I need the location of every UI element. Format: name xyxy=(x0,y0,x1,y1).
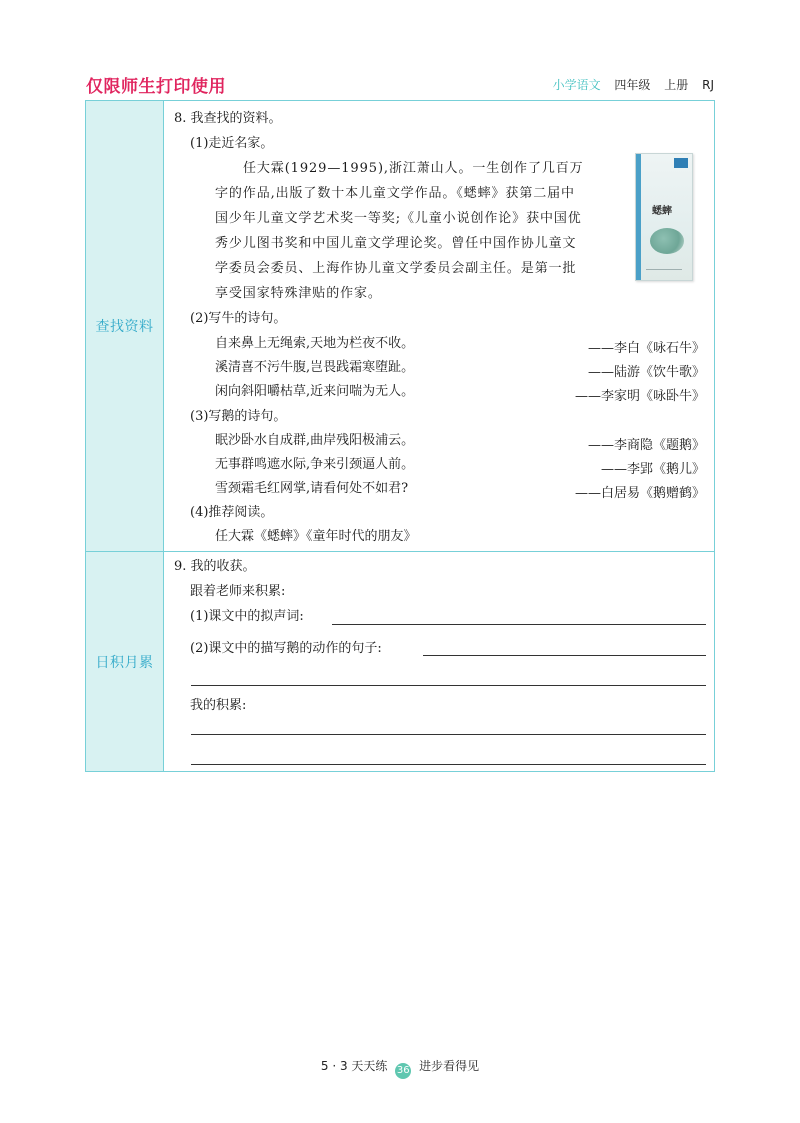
sub-title-goose-poems: (3)写鹅的诗句。 xyxy=(190,409,287,424)
onomatopoeia-label: (1)课文中的拟声词: xyxy=(190,609,304,624)
course-info xyxy=(553,76,714,93)
poem-source: ——李家明《咏卧牛》 xyxy=(574,389,705,404)
page-footer xyxy=(0,1057,800,1079)
poem-source: ——陆游《饮牛歌》 xyxy=(587,365,705,380)
footer-slogan: 进步看得见 xyxy=(419,1059,480,1073)
my-collection-label: 我的积累: xyxy=(190,698,247,713)
question-8-title: 8. 我查找的资料。 xyxy=(174,111,282,126)
footer-brand: 5 · 3 天天练 xyxy=(320,1059,388,1073)
poem-line: 无事群鸣遮水际,争来引颈逼人前。 xyxy=(215,457,415,472)
poem-source: ——白居易《鹅赠鹤》 xyxy=(574,486,705,501)
onomatopoeia-answer-line[interactable] xyxy=(332,624,706,625)
my-collection-line-2[interactable] xyxy=(191,764,706,765)
grade-label: 四年级 xyxy=(614,78,651,92)
subject-label: 小学语文 xyxy=(552,78,601,92)
worksheet-table xyxy=(85,100,715,772)
bio-line: 国少年儿童文学艺术奖一等奖;《儿童小说创作论》获中国优 xyxy=(215,211,582,226)
section-label-research: 查找资料 xyxy=(95,319,154,335)
follow-teacher-label: 跟着老师来积累: xyxy=(190,584,286,599)
poem-source: ——李白《咏石牛》 xyxy=(587,341,705,356)
sub-title-recommended-reading: (4)推荐阅读。 xyxy=(190,505,274,520)
question-9-title: 9. 我的收获。 xyxy=(174,559,256,574)
bio-line: 任大霖(1929—1995),浙江萧山人。一生创作了几百万 xyxy=(243,161,584,176)
bio-line: 字的作品,出版了数十本儿童文学作品。《蟋蟀》获第二届中 xyxy=(215,186,575,201)
poem-line: 自来鼻上无绳索,天地为栏夜不收。 xyxy=(215,336,415,351)
goose-action-answer-line-2[interactable] xyxy=(191,685,706,686)
sub-title-famous-writer: (1)走近名家。 xyxy=(190,136,274,151)
row-divider xyxy=(86,551,714,552)
poem-line: 雪颈霜毛红网掌,请看何处不如君? xyxy=(215,481,409,496)
poem-line: 溪清喜不污牛腹,岂畏践霜寒堕趾。 xyxy=(215,360,415,375)
bio-line: 享受国家特殊津贴的作家。 xyxy=(215,286,382,301)
section-label-cell-research xyxy=(86,101,164,551)
recommended-books: 任大霖《蟋蟀》《童年时代的朋友》 xyxy=(215,529,417,544)
bio-line: 秀少儿图书奖和中国儿童文学理论奖。曾任中国作协儿童文 xyxy=(215,236,577,251)
goose-action-label: (2)课文中的描写鹅的动作的句子: xyxy=(190,641,382,656)
poem-source: ——李商隐《题鹅》 xyxy=(587,438,705,453)
book-cover-title: 蟋蟀 xyxy=(652,206,672,217)
section-label-cell-accumulate xyxy=(86,552,164,771)
print-notice: 仅限师生打印使用 xyxy=(86,77,226,97)
poem-line: 眠沙卧水自成群,曲岸残阳极浦云。 xyxy=(215,433,415,448)
poem-line: 闲向斜阳嚼枯草,近来问喘为无人。 xyxy=(215,384,415,399)
book-cover-image xyxy=(635,153,693,281)
edition-label: RJ xyxy=(702,78,714,92)
bio-line: 学委员会委员、上海作协儿童文学委员会副主任。是第一批 xyxy=(215,261,577,276)
sub-title-cow-poems: (2)写牛的诗句。 xyxy=(190,311,287,326)
volume-label: 上册 xyxy=(664,78,689,92)
poem-source: ——李郢《鹅儿》 xyxy=(600,462,705,477)
goose-action-answer-line[interactable] xyxy=(423,655,706,656)
my-collection-line-1[interactable] xyxy=(191,734,706,735)
section-label-accumulate: 日积月累 xyxy=(95,654,154,671)
page-number: 36 xyxy=(395,1063,411,1079)
